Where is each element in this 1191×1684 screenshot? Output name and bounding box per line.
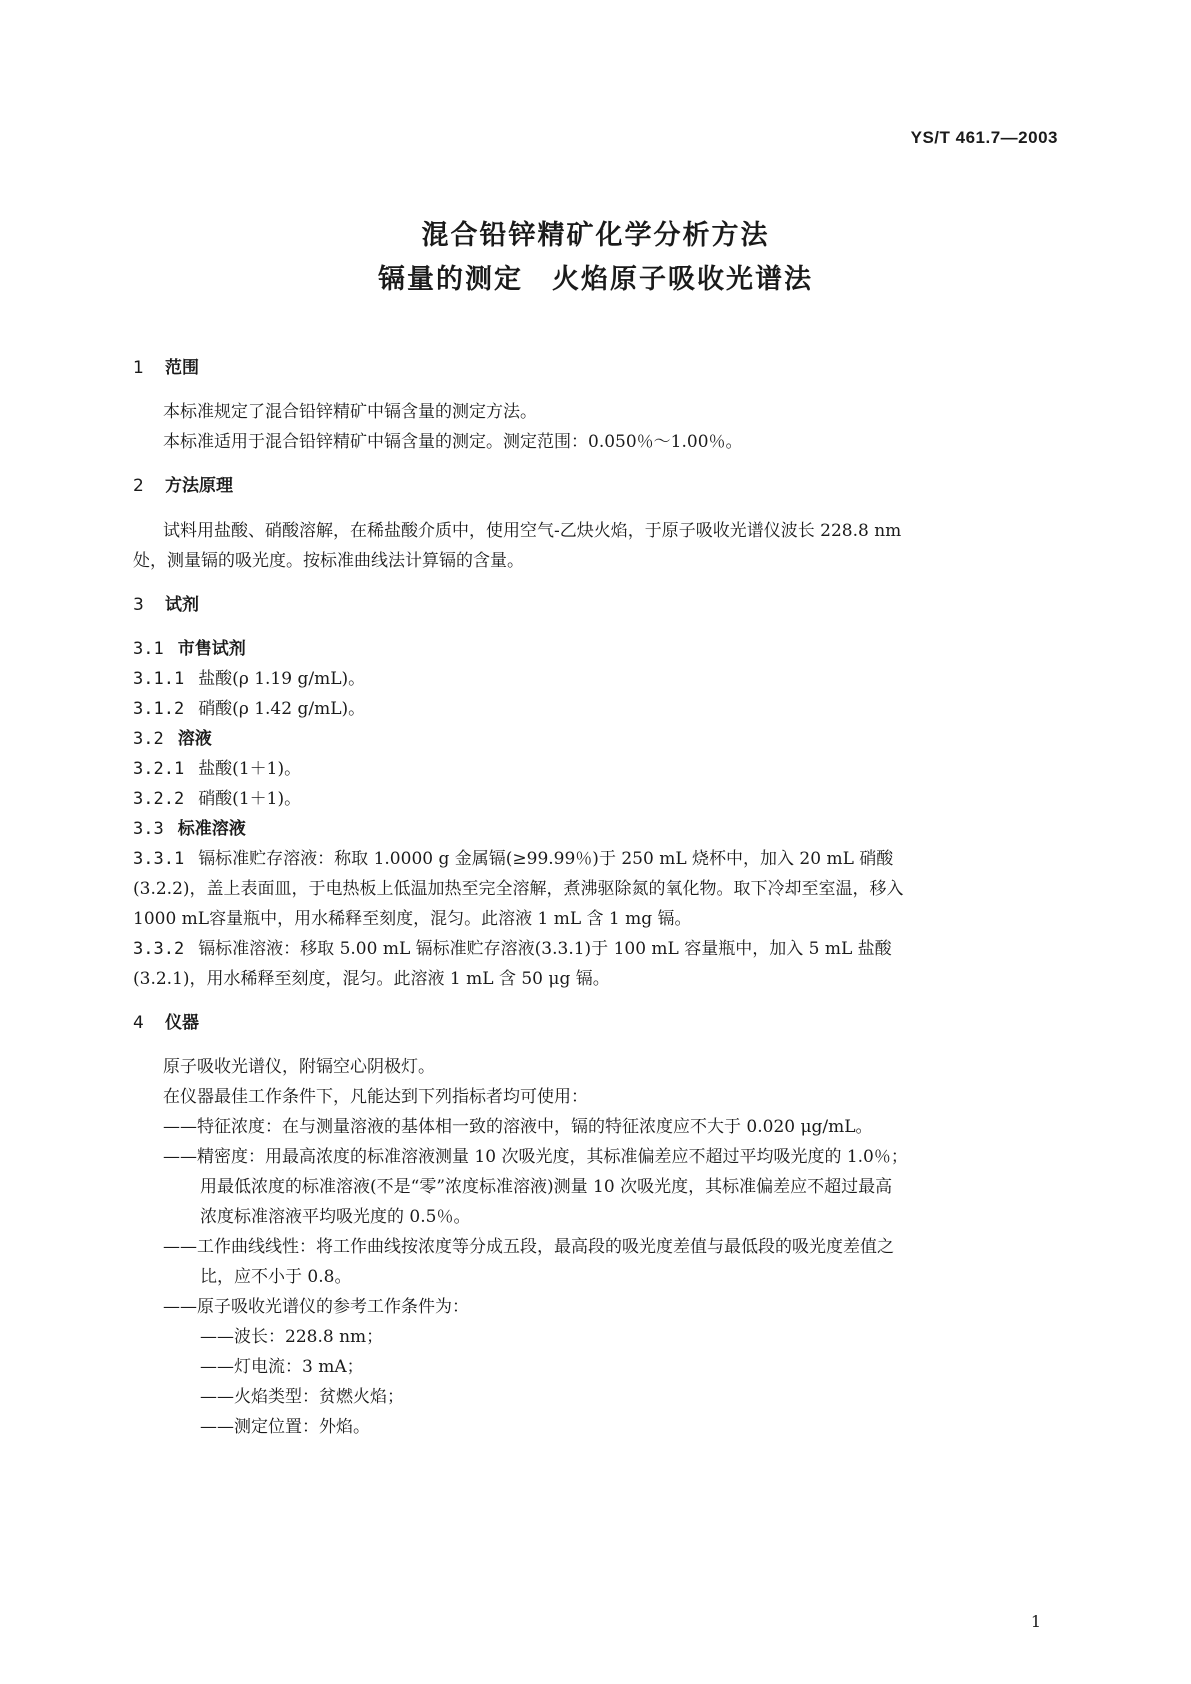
- list-item: ——特征浓度：在与测量溶液的基体相一致的溶液中，镉的特征浓度应不大于 0.020 μg/mL。: [163, 1117, 873, 1137]
- clause-text: 硝酸(1＋1)。: [198, 789, 302, 809]
- clause-text: 硝酸(ρ 1.42 g/mL)。: [198, 699, 366, 719]
- clause-3-3-2: [133, 934, 892, 959]
- section-title: 试剂: [165, 595, 199, 615]
- list-item: ——原子吸收光谱仪的参考工作条件为：: [163, 1297, 469, 1317]
- paragraph-line: (3.2.2)，盖上表面皿，于电热板上低温加热至完全溶解，煮沸驱除氮的氧化物。取下冷却至室温，移入: [133, 879, 904, 899]
- clause-text: 盐酸(ρ 1.19 g/mL)。: [198, 669, 366, 689]
- list-item-continuation: 比，应不小于 0.8。: [200, 1267, 352, 1287]
- clause-number: 3.2: [133, 729, 164, 749]
- list-item-continuation: 用最低浓度的标准溶液(不是“零”浓度标准溶液)测量 10 次吸光度，其标准偏差应不超过最高: [200, 1177, 893, 1197]
- clause-number: 3.1.2: [133, 699, 185, 719]
- section-title: 方法原理: [165, 476, 233, 496]
- list-item: ——精密度：用最高浓度的标准溶液测量 10 次吸光度，其标准偏差应不超过平均吸光度的 1.0％；: [163, 1147, 908, 1167]
- paragraph: 原子吸收光谱仪，附镉空心阴极灯。: [163, 1057, 435, 1077]
- title-line-2: 镉量的测定 火焰原子吸收光谱法: [378, 264, 813, 295]
- clause-3-2-1: [133, 754, 301, 779]
- clause-number: 3.3: [133, 819, 164, 839]
- subsection-3-1: [133, 634, 246, 659]
- clause-text: 镉标准溶液：移取 5.00 mL 镉标准贮存溶液(3.3.1)于 100 mL 容量瓶中，加入 5 mL 盐酸: [198, 939, 892, 959]
- sub-list-item: ——测定位置：外焰。: [200, 1417, 370, 1437]
- section-number: 2: [133, 476, 144, 496]
- clause-3-1-1: [133, 664, 365, 689]
- sub-list-item: ——波长：228.8 nm；: [200, 1327, 384, 1347]
- title-line-1: 混合铅锌精矿化学分析方法: [421, 220, 770, 251]
- clause-text: 盐酸(1＋1)。: [198, 759, 302, 779]
- section-1-heading: [133, 353, 199, 378]
- clause-number: 3.3.2: [133, 939, 185, 959]
- paragraph: 在仪器最佳工作条件下，凡能达到下列指标者均可使用：: [163, 1087, 588, 1107]
- paragraph-line: 1000 mL容量瓶中，用水稀释至刻度，混匀。此溶液 1 mL 含 1 mg 镉。: [133, 909, 692, 929]
- section-number: 1: [133, 358, 144, 378]
- clause-3-2-2: [133, 784, 301, 809]
- page-number: 1: [1030, 1612, 1041, 1631]
- sub-list-item: ——火焰类型：贫燃火焰；: [200, 1387, 404, 1407]
- clause-3-3-1: [133, 844, 893, 869]
- list-item-continuation: 浓度标准溶液平均吸光度的 0.5％。: [200, 1207, 471, 1227]
- paragraph-line: 试料用盐酸、硝酸溶解，在稀盐酸介质中，使用空气-乙炔火焰，于原子吸收光谱仪波长 228.8 nm: [163, 521, 902, 541]
- clause-number: 3.2.2: [133, 789, 185, 809]
- clause-number: 3.2.1: [133, 759, 185, 779]
- clause-3-1-2: [133, 694, 365, 719]
- list-item: ——工作曲线线性：将工作曲线按浓度等分成五段，最高段的吸光度差值与最低段的吸光度差值之: [163, 1237, 894, 1257]
- clause-number: 3.1: [133, 639, 164, 659]
- paragraph-line: (3.2.1)，用水稀释至刻度，混匀。此溶液 1 mL 含 50 μg 镉。: [133, 969, 610, 989]
- paragraph-line: 处，测量镉的吸光度。按标准曲线法计算镉的含量。: [133, 551, 524, 571]
- section-4-heading: [133, 1008, 199, 1033]
- clause-title: 标准溶液: [177, 819, 246, 839]
- sub-list-item: ——灯电流：3 mA；: [200, 1357, 364, 1377]
- section-title: 范围: [165, 358, 199, 378]
- paragraph: 本标准适用于混合铅锌精矿中镉含量的测定。测定范围：0.050％～1.00％。: [163, 432, 743, 452]
- subsection-3-2: [133, 724, 212, 749]
- section-number: 3: [133, 595, 144, 615]
- clause-number: 3.1.1: [133, 669, 185, 689]
- clause-title: 溶液: [177, 729, 212, 749]
- clause-text: 镉标准贮存溶液：称取 1.0000 g 金属镉(≥99.99％)于 250 mL 烧杯中，加入 20 mL 硝酸: [198, 849, 894, 869]
- section-title: 仪器: [165, 1013, 199, 1033]
- clause-number: 3.3.1: [133, 849, 185, 869]
- subsection-3-3: [133, 814, 246, 839]
- section-number: 4: [133, 1013, 144, 1033]
- paragraph: 本标准规定了混合铅锌精矿中镉含量的测定方法。: [163, 402, 537, 422]
- clause-title: 市售试剂: [177, 639, 246, 659]
- section-3-heading: [133, 590, 199, 615]
- section-2-heading: [133, 471, 233, 496]
- standard-code: YS/T 461.7—2003: [910, 128, 1058, 147]
